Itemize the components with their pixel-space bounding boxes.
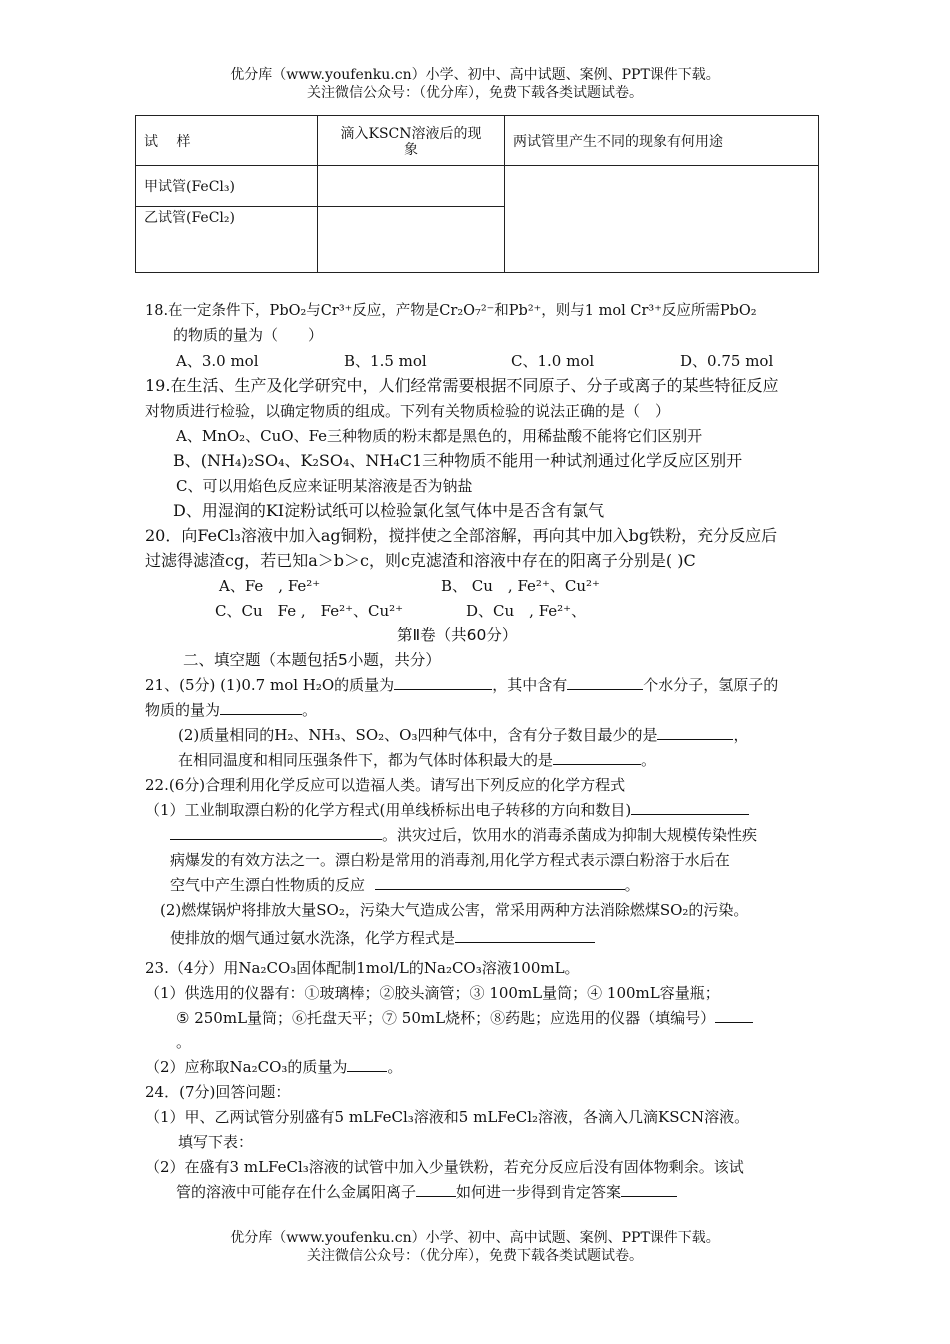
- q22-line5: 空气中产生漂白性物质的反应 。: [170, 876, 640, 894]
- observation-table: [135, 115, 819, 273]
- q21-line4: 在相同温度和相同压强条件下，都为气体时体积最大的是 。: [178, 751, 657, 769]
- q19-stem-line1: 19.在生活、生产及化学研究中，人们经常需要根据不同原子、分子或离子的某些特征反应: [145, 376, 779, 395]
- q23-line5: （2）应称取Na₂CO₃的质量为 。: [145, 1058, 403, 1076]
- q22-line7: 使排放的烟气通过氨水洗涤，化学方程式是: [170, 928, 595, 948]
- table-header-sample: 试 样: [136, 116, 318, 166]
- q18-option-c: C、1.0 mol: [511, 352, 595, 370]
- q21-line3: (2)质量相同的H₂、NH₃、SO₂、O₃四种气体中，含有分子数目最少的是 ，: [178, 726, 749, 744]
- q19-option-c: C、可以用焰色反应来证明某溶液是否为钠盐: [176, 477, 473, 495]
- q19-option-d: D、用湿润的KI淀粉试纸可以检验氯化氢气体中是否含有氯气: [173, 501, 605, 520]
- q24-line2: （1）甲、乙两试管分别盛有5 mLFeCl₃溶液和5 mLFeCl₂溶液，各滴入几滴KSCN溶液。: [145, 1108, 750, 1126]
- table-header-phenomenon: 滴入KSCN溶液后的现 象: [318, 116, 505, 166]
- page-header-line2: 关注微信公众号：（优分库），免费下载各类试题试卷。: [307, 85, 643, 101]
- q18-stem-line1: 18.在一定条件下，PbO₂与Cr³⁺反应，产物是Cr₂O₇²⁻和Pb²⁺，则与1 mol Cr³⁺反应所需PbO₂: [145, 303, 757, 319]
- page-footer-line2: 关注微信公众号：（优分库），免费下载各类试题试卷。: [307, 1248, 643, 1264]
- q22-line3: 。洪灾过后，饮用水的消毒杀菌成为抑制大规模传染性疾: [170, 825, 757, 845]
- q23-line2: （1）供选用的仪器有：①玻璃棒；②胶头滴管；③ 100mL量筒；④ 100mL容量瓶；: [145, 984, 720, 1002]
- q20-stem-line2: 过滤得滤渣cg，若已知a＞b＞c，则c克滤渣和溶液中存在的阳离子分别是( )C: [145, 551, 696, 570]
- q24-line5: 管的溶液中可能存在什么金属阳离子 如何进一步得到肯定答案: [176, 1182, 677, 1202]
- q24-line1: 24．(7分)回答问题：: [145, 1083, 291, 1101]
- q20-option-d: D、Cu , Fe²⁺、: [466, 602, 587, 620]
- q20-option-c: C、Cu Fe , Fe²⁺、Cu²⁺: [215, 602, 404, 620]
- table-row-fecl2: 乙试管(FeCl₂): [136, 207, 318, 273]
- q18-option-a: A、3.0 mol: [176, 352, 259, 370]
- q22-line1: 22.(6分)合理利用化学反应可以造福人类。请写出下列反应的化学方程式: [145, 776, 626, 794]
- q22-line4: 病爆发的有效方法之一。漂白粉是常用的消毒剂,用化学方程式表示漂白粉溶于水后在: [170, 851, 730, 869]
- q19-stem-line2: 对物质进行检验，以确定物质的组成。下列有关物质检验的说法正确的是（ ）: [145, 402, 671, 420]
- q21-line1: 21、(5分) (1)0.7 mol H₂O的质量为 ，其中含有 个水分子，氢原子的: [145, 676, 779, 694]
- page-header-line1: 优分库（www.youfenku.cn）小学、初中、高中试题、案例、PPT课件下载。: [230, 67, 720, 83]
- q20-option-a: A、Fe , Fe²⁺: [219, 577, 321, 595]
- q23-line3: ⑤ 250mL量筒；⑥托盘天平；⑦ 50mL烧杯；⑧药匙；应选用的仪器（填编号）: [176, 1008, 753, 1028]
- page-footer-line1: 优分库（www.youfenku.cn）小学、初中、高中试题、案例、PPT课件下载。: [230, 1230, 720, 1246]
- table-cell-fecl3-phenomenon: [318, 166, 505, 207]
- section-subtitle: 二、填空题（本题包括5小题，共分）: [183, 651, 441, 669]
- q18-stem-line2: 的物质的量为（ ）: [173, 326, 324, 344]
- table-cell-usage: [505, 166, 819, 273]
- q24-line3: 填写下表：: [178, 1133, 254, 1151]
- q20-option-b: B、 Cu , Fe²⁺、Cu²⁺: [441, 577, 600, 595]
- table-row-fecl3: 甲试管(FeCl₃): [136, 166, 318, 207]
- table-cell-fecl2-phenomenon: [318, 207, 505, 273]
- q23-line1: 23.（4分）用Na₂CO₃固体配制1mol/L的Na₂CO₃溶液100mL。: [145, 959, 580, 977]
- q19-option-a: A、MnO₂、CuO、Fe三种物质的粉末都是黑色的，用稀盐酸不能将它们区别开: [176, 427, 703, 445]
- table-header-usage: 两试管里产生不同的现象有何用途: [505, 116, 819, 166]
- q24-line4: （2）在盛有3 mLFeCl₃溶液的试管中加入少量铁粉，若充分反应后没有固体物剩余。该试: [145, 1158, 744, 1176]
- q18-option-b: B、1.5 mol: [344, 352, 427, 370]
- q23-line4: 。: [176, 1033, 192, 1051]
- q18-option-d: D、0.75 mol: [680, 352, 774, 370]
- q21-line2: 物质的量为 。: [145, 701, 318, 719]
- q22-line2: （1）工业制取漂白粉的化学方程式(用单线桥标出电子转移的方向和数目): [145, 800, 749, 820]
- q20-stem-line1: 20．向FeCl₃溶液中加入ag铜粉，搅拌使之全部溶解，再向其中加入bg铁粉，充分反应后: [145, 526, 778, 545]
- q22-line6: (2)燃煤锅炉将排放大量SO₂，污染大气造成公害，常采用两种方法消除燃煤SO₂的污染。: [160, 901, 749, 919]
- q19-option-b: B、(NH₄)₂SO₄、K₂SO₄、NH₄C1三种物质不能用一种试剂通过化学反应区别开: [173, 451, 743, 470]
- section-title: 第Ⅱ卷（共60分）: [397, 626, 518, 644]
